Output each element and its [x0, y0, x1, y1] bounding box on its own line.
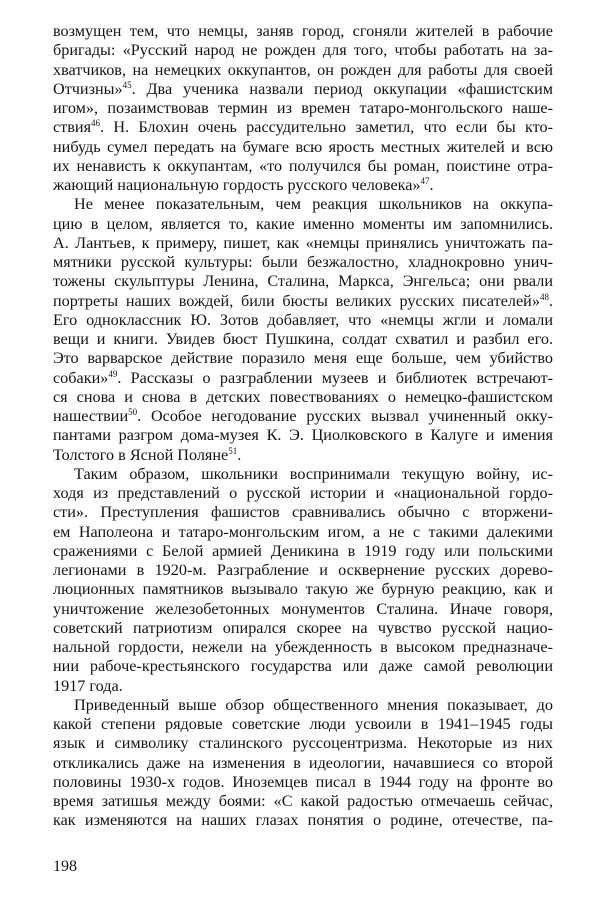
text-line [53, 41, 553, 60]
text-line [53, 388, 553, 407]
text-segment: собаки» [53, 368, 109, 387]
text-line [53, 176, 553, 195]
text-line [53, 619, 553, 638]
text-segment: пантами разгром дома-музея К. Э. Циолковского в Калуге и имения [53, 426, 553, 445]
paragraph-first-line [53, 195, 553, 214]
footnote-ref: 46 [91, 118, 101, 129]
text-line [53, 330, 553, 349]
text-segment: Таким образом, школьники воспринимали текущую войну, ис- [74, 464, 553, 483]
text-segment: Толстого в Ясной Поляне [53, 445, 229, 464]
text-segment: . [237, 445, 242, 464]
text-segment: 1917 года. [53, 676, 123, 695]
text-segment: ся снова и снова в детских повествованиях о немецко-фашистском [53, 387, 553, 406]
text-segment: легионами в 1920-м. Разграбление и осквернение русских дорево- [53, 561, 553, 579]
text-segment: жающий национальную гордость русского человека» [53, 176, 421, 194]
text-line [53, 80, 553, 99]
text-segment: . [548, 291, 553, 310]
text-segment: ходя из представлений о русской истории и «национальной гордо- [53, 484, 553, 502]
text-line [53, 754, 553, 773]
text-line [53, 234, 553, 253]
text-segment: Это варварское действие поразило меня еще больше, чем убийство [53, 349, 553, 368]
text-line [53, 503, 553, 522]
text-segment: Не менее показательным, чем реакция школьников на оккупа- [74, 195, 553, 214]
text-line [53, 157, 553, 176]
text-line [53, 349, 553, 368]
text-line [53, 292, 553, 311]
text-line [53, 311, 553, 330]
text-segment: мятники русской культуры: были безжалостно, хладнокровно унич- [53, 253, 553, 271]
text-segment: нибудь сумел передать на бумаге всю ярость местных жителей и всю [53, 137, 553, 156]
text-line [53, 99, 553, 118]
text-segment: откликались даже на изменения в идеологии, начавшиеся со второй [53, 753, 553, 772]
text-segment: . Н. Блохин очень рассудительно заметил, что если бы кто- [100, 118, 553, 137]
text-segment: Отчизны» [53, 79, 123, 98]
text-segment: ствия [53, 118, 92, 137]
text-line [53, 811, 553, 830]
text-line [53, 792, 553, 811]
text-line [53, 407, 553, 426]
text-line [53, 657, 553, 676]
text-segment: цию в целом, является то, какие именно моменты им запомнились. [53, 214, 553, 233]
footnote-ref: 50 [128, 407, 138, 417]
text-segment: советский патриотизм опирался скорее на чувство русской нацио- [53, 618, 553, 637]
text-line [53, 600, 553, 619]
text-line [53, 715, 553, 734]
text-line [53, 580, 553, 599]
text-segment: сти». Преступления фашистов сравнивались обычно с вторжени- [53, 503, 553, 522]
text-segment: тожены скульптуры Ленина, Сталина, Маркса, Энгельса; они рвали [53, 272, 553, 291]
text-segment: возмущен тем, что немцы, заняв город, сгоняли жителей в рабочие [53, 22, 553, 40]
text-line [53, 542, 553, 561]
text-segment: люционных памятников вызывало такую же бурную реакцию, как и [53, 580, 553, 599]
text-line [53, 426, 553, 445]
text-segment: Его одноклассник Ю. Зотов добавляет, что «немцы жгли и ломали [53, 310, 553, 329]
text-line [53, 734, 553, 753]
paragraph-first-line [53, 696, 553, 715]
text-line [53, 272, 553, 291]
text-segment: язык и символику сталинского руссоцентризма. Некоторые из них [53, 734, 553, 753]
page-number: 198 [53, 858, 77, 875]
text-segment: половины 1930-х годов. Иноземцев писал в 1944 году на фронте во [53, 772, 553, 791]
text-segment: вещи и книги. Увидев бюст Пушкина, солдат схватил и разбил его. [53, 330, 553, 348]
text-line [53, 561, 553, 580]
text-line [53, 484, 553, 503]
text-segment: нашествии [53, 407, 129, 425]
text-segment: нии рабоче-крестьянского государства или даже самой революции [53, 657, 553, 676]
text-line [53, 677, 553, 696]
footnote-ref: 49 [108, 368, 118, 379]
text-segment: . [429, 176, 434, 194]
footnote-ref: 48 [539, 291, 549, 302]
text-segment: уничтожение железобетонных монументов Сталина. Иначе говоря, [53, 599, 553, 618]
text-segment: их ненависть к оккупантам, «то получился бы роман, поистине отра- [53, 156, 553, 175]
text-segment: . Особое негодование русских вызвал учиненный окку- [137, 407, 553, 425]
text-line [53, 638, 553, 657]
text-segment: какой степени рядовые советские люди усвоили в 1941–1945 годы [53, 715, 553, 733]
text-segment: . Рассказы о разграблении музеев и библиотек встречают- [117, 368, 553, 387]
text-segment: бригады: «Русский народ не рожден для того, чтобы работать на за- [53, 41, 553, 60]
text-segment: игом», позаимствовав термин из времен татаро-монгольского наше- [53, 99, 553, 117]
text-segment: . Два ученика назвали период оккупации «фашистским [131, 79, 553, 98]
text-segment: как изменяются на наших глазах понятия о родине, отечестве, па- [53, 811, 553, 830]
text-segment: А. Лантьев, к примеру, пишет, как «немцы принялись уничтожать па- [53, 233, 553, 252]
text-line [53, 523, 553, 542]
text-line [53, 253, 553, 272]
text-line [53, 215, 553, 234]
text-segment: хватчиков, на немецких оккупантов, он рожден для работы для своей [53, 60, 553, 79]
text-line [53, 61, 553, 80]
text-line [53, 138, 553, 157]
paragraph-first-line [53, 465, 553, 484]
body-text [53, 22, 553, 831]
text-segment: ем Наполеона и татаро-монгольским игом, а не с такими далекими [53, 522, 553, 541]
text-segment: портреты наших вождей, били бюсты великих русских писателей» [53, 291, 540, 310]
text-line [53, 773, 553, 792]
footnote-ref: 45 [122, 79, 132, 90]
footnote-ref: 47 [420, 176, 430, 186]
text-line [53, 118, 553, 137]
text-line [53, 446, 553, 465]
text-segment: время затишья между боями: «С какой радостью отмечаешь сейчас, [53, 792, 553, 810]
text-line [53, 22, 553, 41]
text-segment: нальной гордости, нежели на убежденность в высоком предназначе- [53, 638, 553, 656]
text-segment: сражениями с Белой армией Деникина в 1919 году или польскими [53, 541, 553, 560]
footnote-ref: 51 [228, 445, 238, 456]
text-segment: Приведенный выше обзор общественного мнения показывает, до [74, 695, 553, 714]
text-line [53, 369, 553, 388]
